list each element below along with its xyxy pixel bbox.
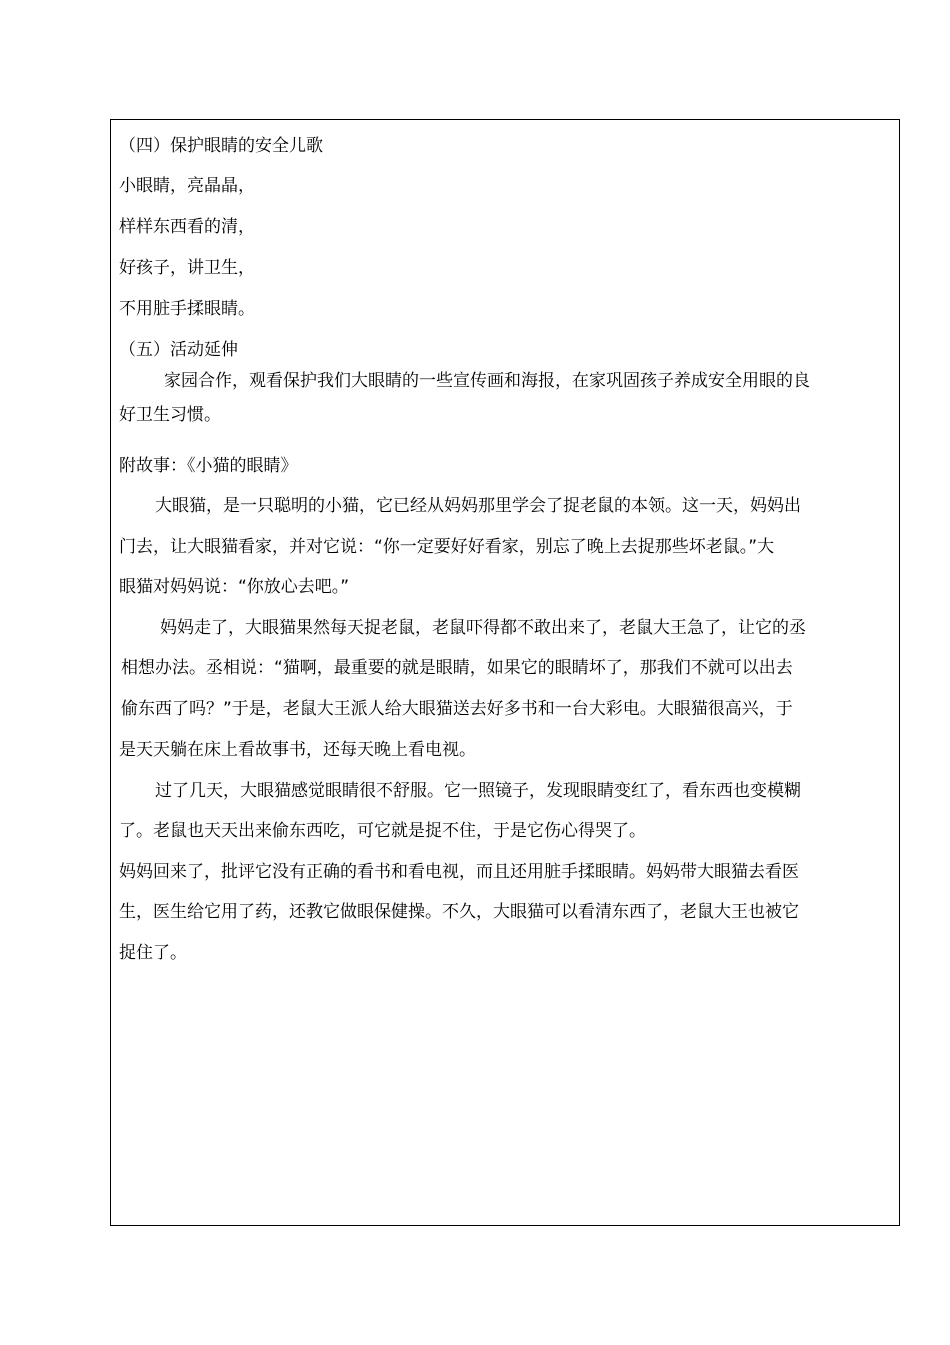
extension-heading: （五）活动延伸	[119, 340, 238, 360]
rhyme-line-2: 样样东西看的清，	[119, 217, 255, 237]
story-line-3: 眼猫对妈妈说：“你放心去吧。”	[119, 577, 350, 597]
story-line-10: 妈妈回来了，批评它没有正确的看书和看电视，而且还用脏手揉眼睛。妈妈带大眼猫去看医	[119, 862, 799, 882]
story-title: 附故事：《小猫的眼睛》	[119, 456, 298, 476]
story-line-8: 过了几天，大眼猫感觉眼睛很不舒服。它一照镜子，发现眼睛变红了，看东西也变模糊	[155, 781, 801, 801]
story-line-9: 了。老鼠也天天出来偷东西吃，可它就是捉不住，于是它伤心得哭了。	[119, 821, 646, 841]
story-line-2: 门去，让大眼猫看家，并对它说：“你一定要好好看家，别忘了晚上去捉那些坏老鼠。”大	[119, 537, 775, 557]
story-line-7: 是天天躺在床上看故事书，还每天晚上看电视。	[119, 740, 476, 760]
extension-line-2: 好卫生习惯。	[119, 405, 221, 425]
rhyme-line-1: 小眼睛，亮晶晶，	[119, 176, 255, 196]
story-line-1: 大眼猫，是一只聪明的小猫，它已经从妈妈那里学会了捉老鼠的本领。这一天，妈妈出	[155, 496, 801, 516]
story-line-11: 生，医生给它用了药，还教它做眼保健操。不久，大眼猫可以看清东西了，老鼠大王也被它	[119, 902, 799, 922]
story-line-4: 妈妈走了，大眼猫果然每天捉老鼠，老鼠吓得都不敢出来了，老鼠大王急了，让它的丞	[160, 618, 806, 638]
rhyme-heading: （四）保护眼睛的安全儿歌	[119, 136, 323, 156]
story-line-6: 偷东西了吗？”于是，老鼠大王派人给大眼猫送去好多书和一台大彩电。大眼猫很高兴，于	[121, 699, 793, 719]
rhyme-line-3: 好孩子，讲卫生，	[119, 258, 255, 278]
story-line-5: 相想办法。丞相说：“猫啊，最重要的就是眼睛，如果它的眼睛坏了，那我们不就可以出去	[121, 658, 793, 678]
rhyme-line-4: 不用脏手揉眼睛。	[119, 299, 255, 319]
extension-line-1: 家园合作，观看保护我们大眼睛的一些宣传画和海报，在家巩固孩子养成安全用眼的良	[164, 371, 810, 391]
story-line-12: 捉住了。	[119, 943, 187, 963]
